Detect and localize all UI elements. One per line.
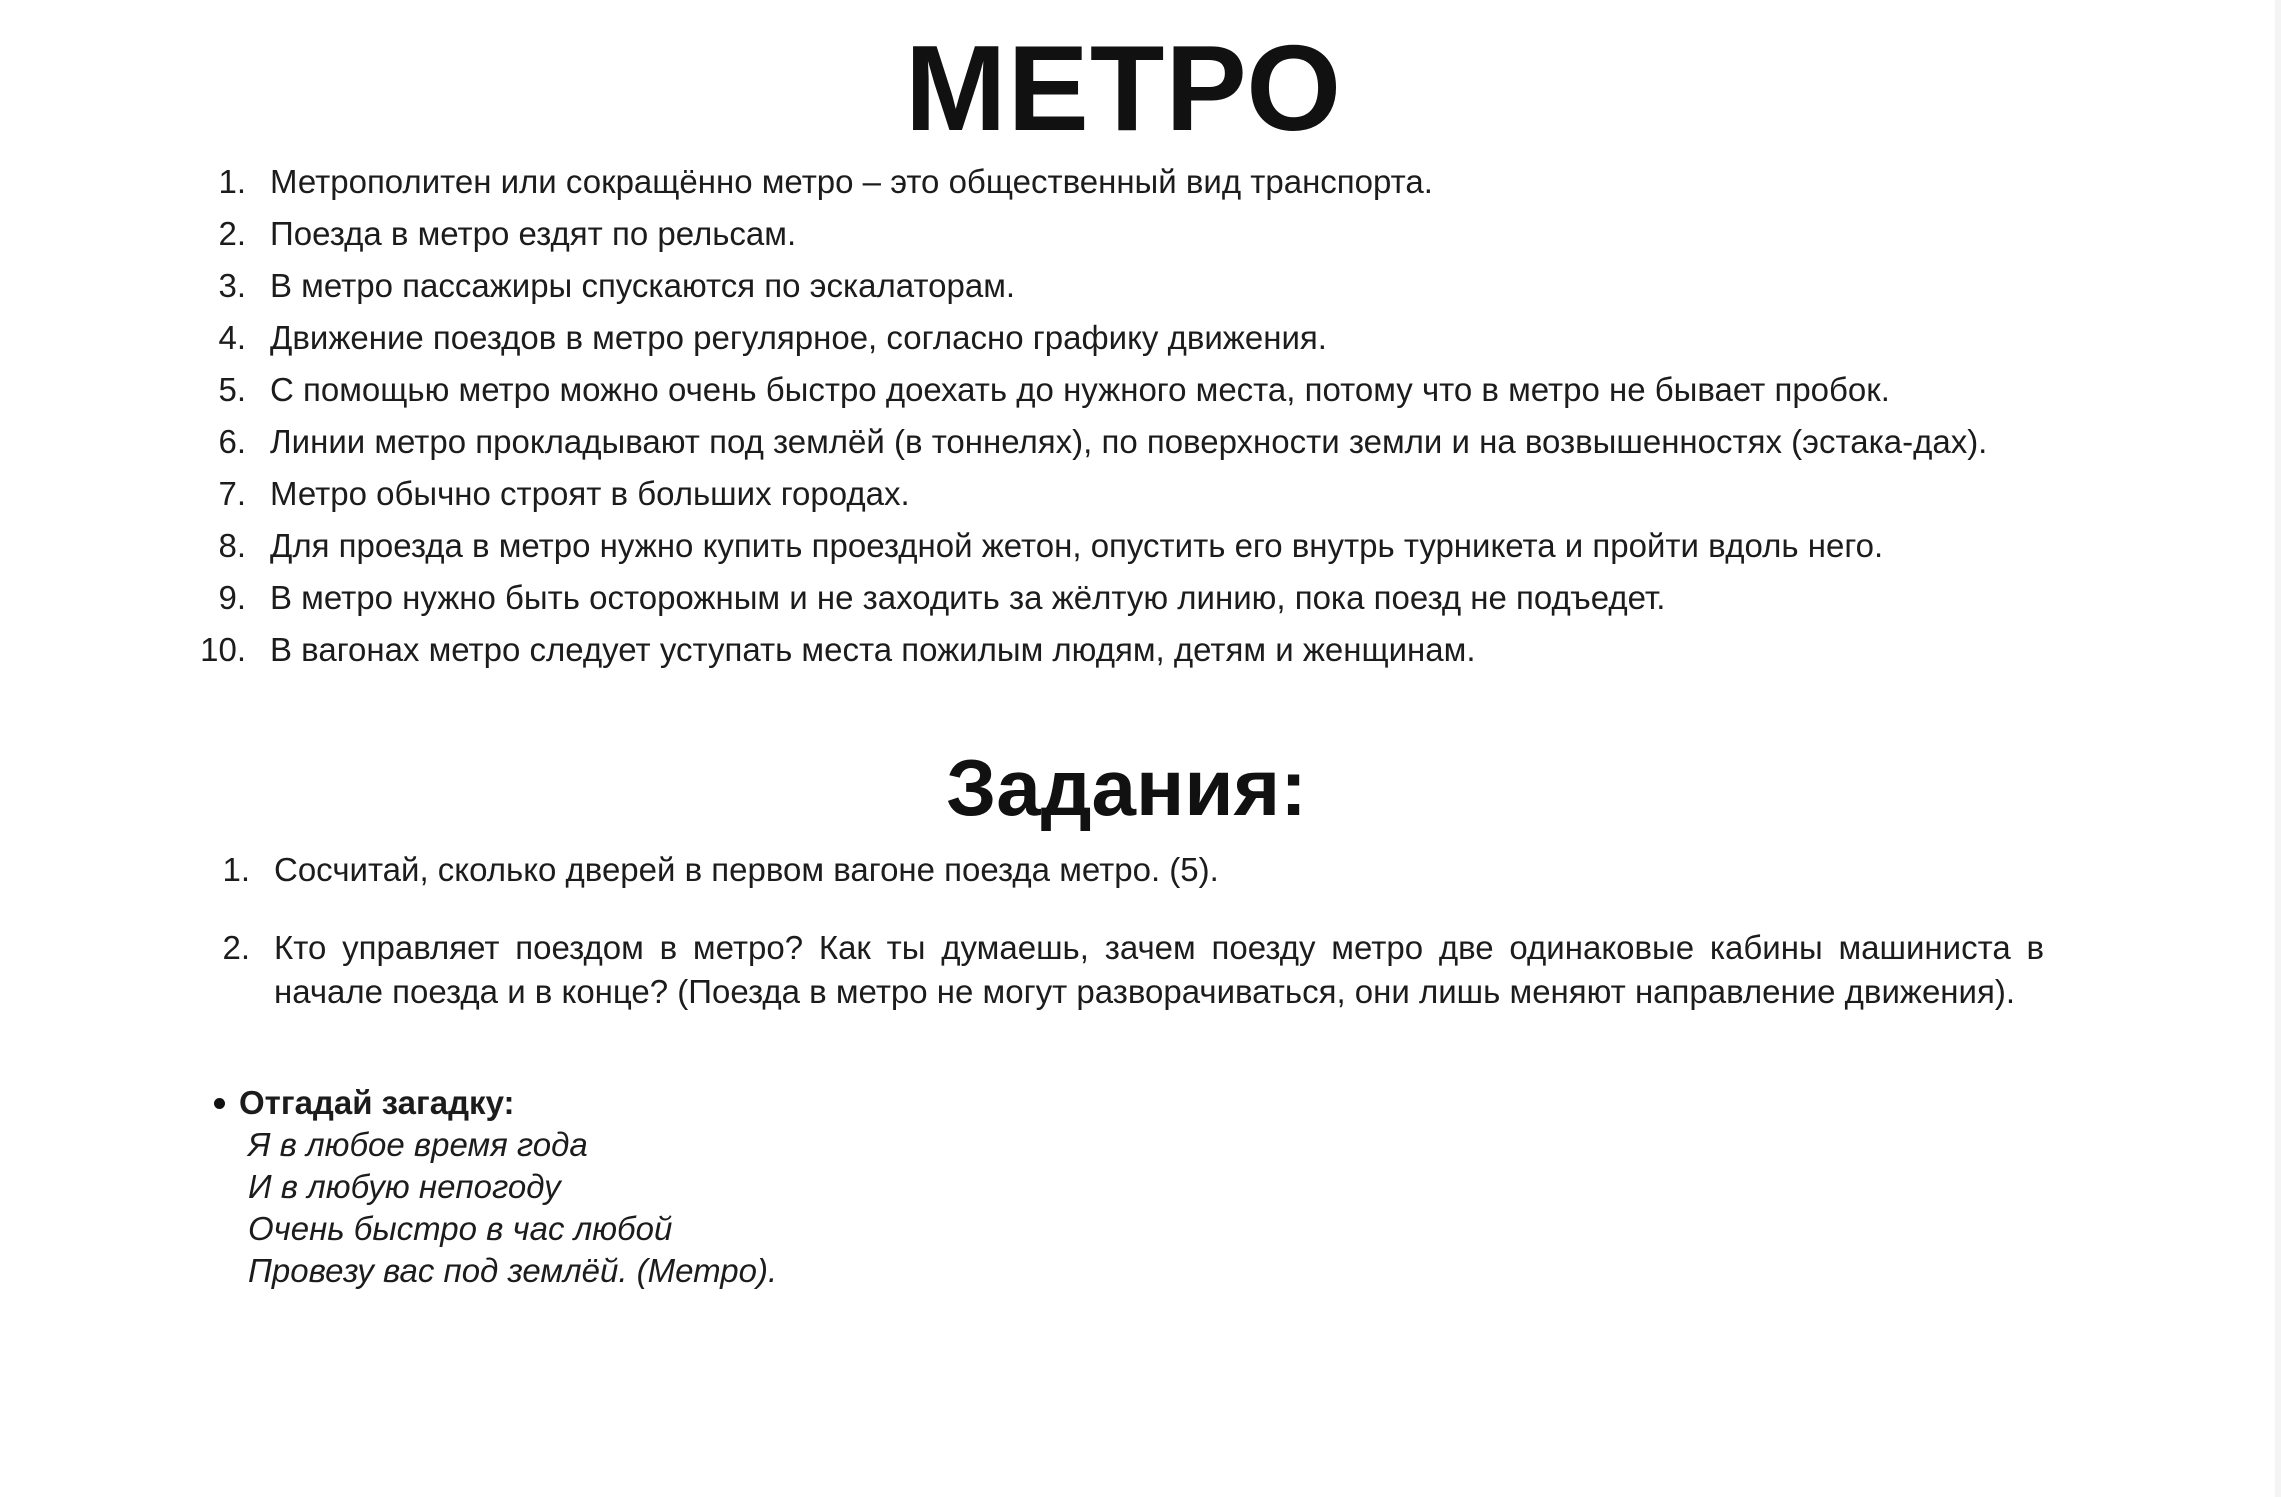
tasks-heading: Задания: [946, 743, 1307, 832]
verse-line: Провезу вас под землёй. (Метро). [248, 1252, 778, 1289]
page-title: МЕТРО [904, 20, 1343, 156]
item-text: Для проезда в метро нужно купить проездной жетон, опустить его внутрь турникета и пройти вдоль него. [270, 527, 1884, 564]
item-number: 6. [218, 423, 246, 460]
item-text: Кто управляет поездом в метро? Как ты думаешь, зачем поезду метро две одинаковые кабины машиниста в начале поезда и в конце? (Поезда в метро не могут разворачиваться, они лишь меняют направление движения). [274, 929, 2044, 1010]
riddle-heading [214, 1082, 777, 1124]
item-number: 2. [222, 929, 250, 966]
riddle-section [214, 1082, 777, 1292]
item-text: В вагонах метро следует уступать места пожилым людям, детям и женщинам. [270, 631, 1476, 668]
list-item [200, 264, 2060, 308]
list-item [200, 524, 2060, 568]
list-item [200, 472, 2060, 516]
list-item [200, 212, 2060, 256]
item-text: Метро обычно строят в больших городах. [270, 475, 910, 512]
item-number: 7. [218, 475, 246, 512]
item-text: С помощью метро можно очень быстро доехать до нужного места, потому что в метро не бывает пробок. [270, 371, 1890, 408]
item-number: 3. [218, 267, 246, 304]
list-item [200, 576, 2060, 620]
bullet-icon [214, 1098, 225, 1109]
item-number: 9. [218, 579, 246, 616]
item-text: Поезда в метро ездят по рельсам. [270, 215, 797, 252]
tasks-list [204, 848, 2044, 1014]
item-text: Движение поездов в метро регулярное, согласно графику движения. [270, 319, 1327, 356]
item-text: Метрополитен или сокращённо метро – это общественный вид транспорта. [270, 163, 1433, 200]
item-number: 8. [218, 527, 246, 564]
item-text: Сосчитай, сколько дверей в первом вагоне поезда метро. (5). [274, 851, 1219, 888]
riddle-verse [214, 1124, 777, 1292]
scan-edge-shadow [2275, 0, 2281, 1497]
item-text: Линии метро прокладывают под землёй (в тоннелях), по поверхности земли и на возвышенностях (эстака-дах). [270, 423, 1988, 460]
item-number: 2. [218, 215, 246, 252]
item-text: В метро пассажиры спускаются по эскалаторам. [270, 267, 1016, 304]
list-item [200, 628, 2060, 672]
list-item [204, 926, 2044, 1014]
item-number: 5. [218, 371, 246, 408]
item-number: 10. [200, 631, 246, 668]
facts-list [200, 160, 2060, 680]
list-item [200, 316, 2060, 360]
list-item [200, 368, 2060, 412]
item-number: 1. [222, 851, 250, 888]
verse-line: Очень быстро в час любой [248, 1210, 673, 1247]
list-item [200, 420, 2060, 464]
list-item [204, 848, 2044, 892]
verse-line: Я в любое время года [248, 1126, 588, 1163]
list-item [200, 160, 2060, 204]
verse-line: И в любую непогоду [248, 1168, 561, 1205]
item-text: В метро нужно быть осторожным и не заходить за жёлтую линию, пока поезд не подъедет. [270, 579, 1666, 616]
item-number: 1. [218, 163, 246, 200]
item-number: 4. [218, 319, 246, 356]
riddle-heading-text: Отгадай загадку: [239, 1084, 515, 1121]
